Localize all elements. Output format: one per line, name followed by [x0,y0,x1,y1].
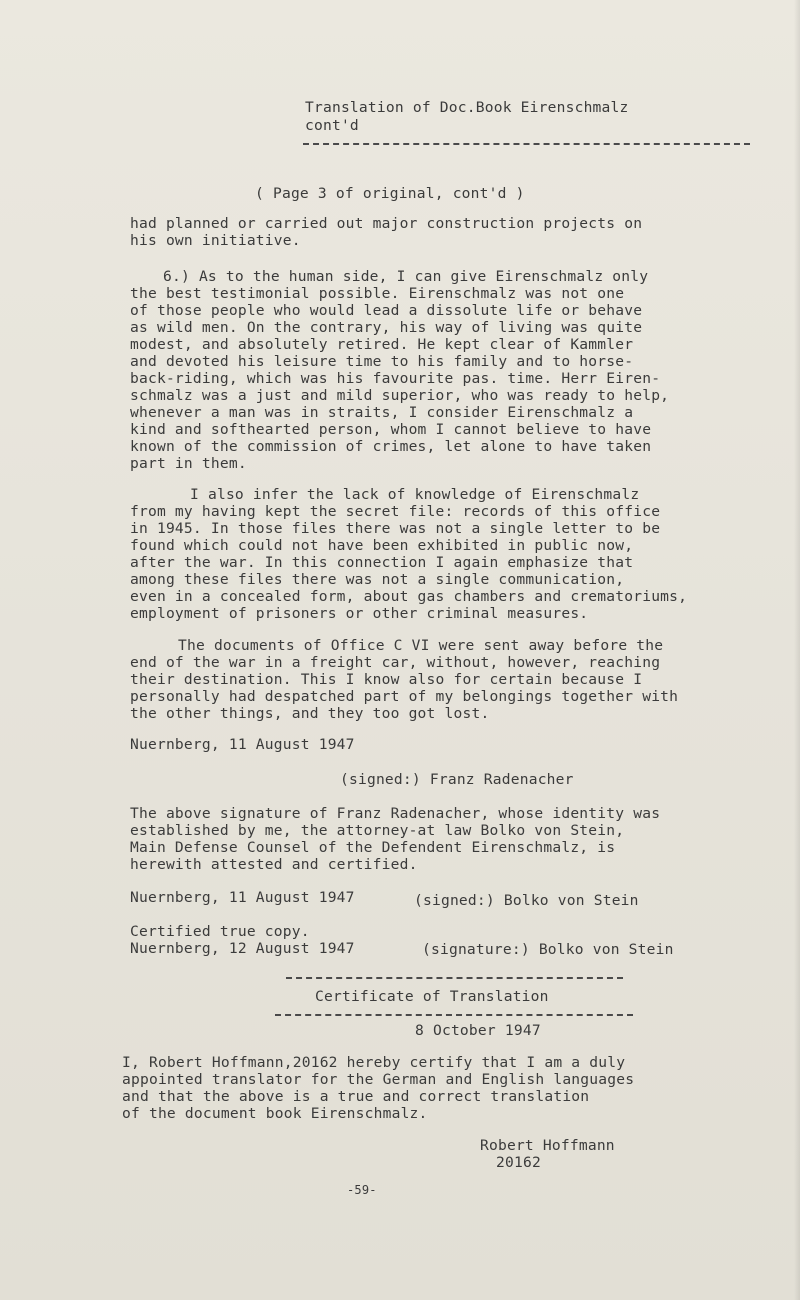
certificate-heading: Certificate of Translation [315,988,549,1005]
paragraph-line: The documents of Office C VI were sent away before the [178,637,664,654]
paragraph-line: 6.) As to the human side, I can give Eirenschmalz only [163,268,649,285]
paragraph-line: his own initiative. [130,232,301,249]
signature-radenacher: (signed:) Franz Radenacher [340,771,574,788]
place-date: Nuernberg, 12 August 1947 [130,940,355,957]
certificate-line: and that the above is a true and correct translation [122,1088,590,1105]
paragraph-line: their destination. This I know also for certain because I [130,671,643,688]
paragraph-line: and devoted his leisure time to his family and to horse- [130,353,634,370]
paragraph-line: from my having kept the secret file: records of this office [130,503,661,520]
certificate-line: of the document book Eirenschmalz. [122,1105,428,1122]
paragraph-line: schmalz was a just and mild superior, who was ready to help, [130,387,670,404]
paragraph-line: personally had despatched part of my belongings together with [130,688,679,705]
paragraph-line: had planned or carried out major construction projects on [130,215,643,232]
paragraph-line: among these files there was not a single communication, [130,571,625,588]
paragraph-line: kind and softhearted person, whom I cannot believe to have [130,421,652,438]
paragraph-line: found which could not have been exhibited in public now, [130,537,634,554]
signature-von-stein-copy: (signature:) Bolko von Stein [422,941,674,958]
paragraph-line: of those people who would lead a dissolute life or behave [130,302,643,319]
paragraph-line: after the war. In this connection I again emphasize that [130,554,634,571]
page-reference: ( Page 3 of original, cont'd ) [255,185,525,202]
paragraph-line: even in a concealed form, about gas chambers and crematoriums, [130,588,688,605]
paragraph-line: the best testimonial possible. Eirenschmalz was not one [130,285,625,302]
paragraph-line: the other things, and they too got lost. [130,705,490,722]
paragraph-line: part in them. [130,455,247,472]
certified-copy-label: Certified true copy. [130,923,310,940]
signature-von-stein: (signed:) Bolko von Stein [414,892,639,909]
page-number: -59- [347,1183,377,1197]
certificate-date: 8 October 1947 [415,1022,541,1039]
paragraph-line: modest, and absolutely retired. He kept clear of Kammler [130,336,634,353]
attestation-line: herewith attested and certified. [130,856,418,873]
paragraph-line: known of the commission of crimes, let alone to have taken [130,438,652,455]
certificate-line: I, Robert Hoffmann,20162 hereby certify that I am a duly [122,1054,626,1071]
paragraph-line: employment of prisoners or other criminal measures. [130,605,589,622]
attestation-line: Main Defense Counsel of the Defendent Eirenschmalz, is [130,839,616,856]
certificate-line: appointed translator for the German and English languages [122,1071,635,1088]
paragraph-line: as wild men. On the contrary, his way of living was quite [130,319,643,336]
paragraph-line: whenever a man was in straits, I consider Eirenschmalz a [130,404,634,421]
place-date: Nuernberg, 11 August 1947 [130,736,355,753]
attestation-line: The above signature of Franz Radenacher, whose identity was [130,805,661,822]
translator-number: 20162 [496,1154,541,1171]
paragraph-line: I also infer the lack of knowledge of Eirenschmalz [190,486,640,503]
continued-label: cont'd [305,117,359,134]
document-title: Translation of Doc.Book Eirenschmalz [305,99,629,116]
page-edge-shadow [794,0,800,1300]
paragraph-line: end of the war in a freight car, without, however, reaching [130,654,661,671]
translator-name: Robert Hoffmann [480,1137,615,1154]
certificate-divider-top [286,977,623,979]
paragraph-line: back-riding, which was his favourite pas. time. Herr Eiren- [130,370,661,387]
attestation-line: established by me, the attorney-at law Bolko von Stein, [130,822,625,839]
paragraph-line: in 1945. In those files there was not a single letter to be [130,520,661,537]
header-divider [303,143,750,145]
place-date: Nuernberg, 11 August 1947 [130,889,355,906]
certificate-divider-bottom [275,1014,633,1016]
